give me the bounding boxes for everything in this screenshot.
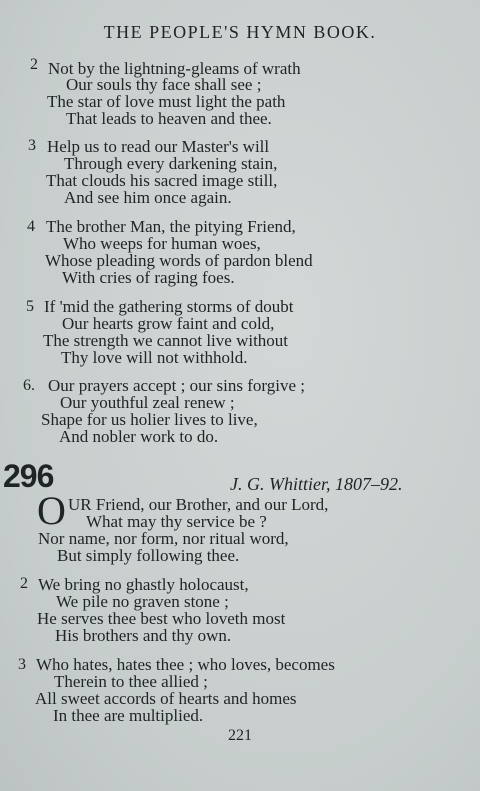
verse-line: We pile no graven stone ; <box>56 592 229 611</box>
verse-line: If 'mid the gathering storms of doubt <box>44 297 294 316</box>
verse-line: With cries of raging foes. <box>62 268 235 287</box>
hymn-author: J. G. Whittier, 1807–92. <box>230 474 403 494</box>
running-header: THE PEOPLE'S HYMN BOOK. <box>103 22 377 42</box>
verse-line: What may thy service be ? <box>86 512 267 531</box>
verse-line: Who weeps for human woes, <box>63 234 261 253</box>
verse-line: Nor name, nor form, nor ritual word, <box>38 529 289 548</box>
verse-line: Not by the lightning-gleams of wrath <box>48 59 301 78</box>
verse-line: Through every darkening stain, <box>64 154 278 173</box>
verse-line: Who hates, hates thee ; who loves, becomes <box>36 655 335 674</box>
verse-line: The strength we cannot live without <box>43 331 289 350</box>
verse-line: Our prayers accept ; our sins forgive ; <box>48 376 305 395</box>
verse-line: Help us to read our Master's will <box>47 137 270 156</box>
verse-line: Whose pleading words of pardon blend <box>45 251 313 270</box>
verse-line: Our souls thy face shall see ; <box>66 75 262 94</box>
verse-line: That clouds his sacred image still, <box>46 171 278 190</box>
stanza-number: 4 <box>27 218 35 235</box>
stanza-number: 6. <box>23 377 35 394</box>
verse-line: He serves thee best who loveth most <box>37 609 286 628</box>
verse-line: UR Friend, our Brother, and our Lord, <box>68 495 329 514</box>
stanza-number: 3 <box>28 137 36 154</box>
hymn-number: 296 <box>3 458 54 494</box>
verse-line: Our hearts grow faint and cold, <box>62 314 275 333</box>
verse-line: All sweet accords of hearts and homes <box>35 689 297 708</box>
stanza-number: 2 <box>30 56 38 73</box>
verse-line: We bring no ghastly holocaust, <box>38 575 249 594</box>
verse-line: Therein to thee allied ; <box>54 672 208 691</box>
verse-line: That leads to heaven and thee. <box>66 109 272 128</box>
verse-line: Our youthful zeal renew ; <box>60 393 235 412</box>
verse-line: In thee are multiplied. <box>53 706 204 725</box>
stanza-number: 3 <box>18 656 26 673</box>
drop-cap: O <box>37 488 66 533</box>
verse-line: The star of love must light the path <box>47 92 286 111</box>
page-number: 221 <box>228 727 252 744</box>
verse-line: His brothers and thy own. <box>55 626 232 645</box>
verse-line: Shape for us holier lives to live, <box>41 410 258 429</box>
verse-line: But simply following thee. <box>57 546 240 565</box>
verse-line: The brother Man, the pitying Friend, <box>46 217 296 236</box>
stanza-number: 5 <box>26 298 34 315</box>
stanza-number: 2 <box>20 575 28 592</box>
verse-line: And see him once again. <box>64 188 232 207</box>
verse-line: And nobler work to do. <box>59 427 219 446</box>
verse-line: Thy love will not withhold. <box>61 348 248 367</box>
